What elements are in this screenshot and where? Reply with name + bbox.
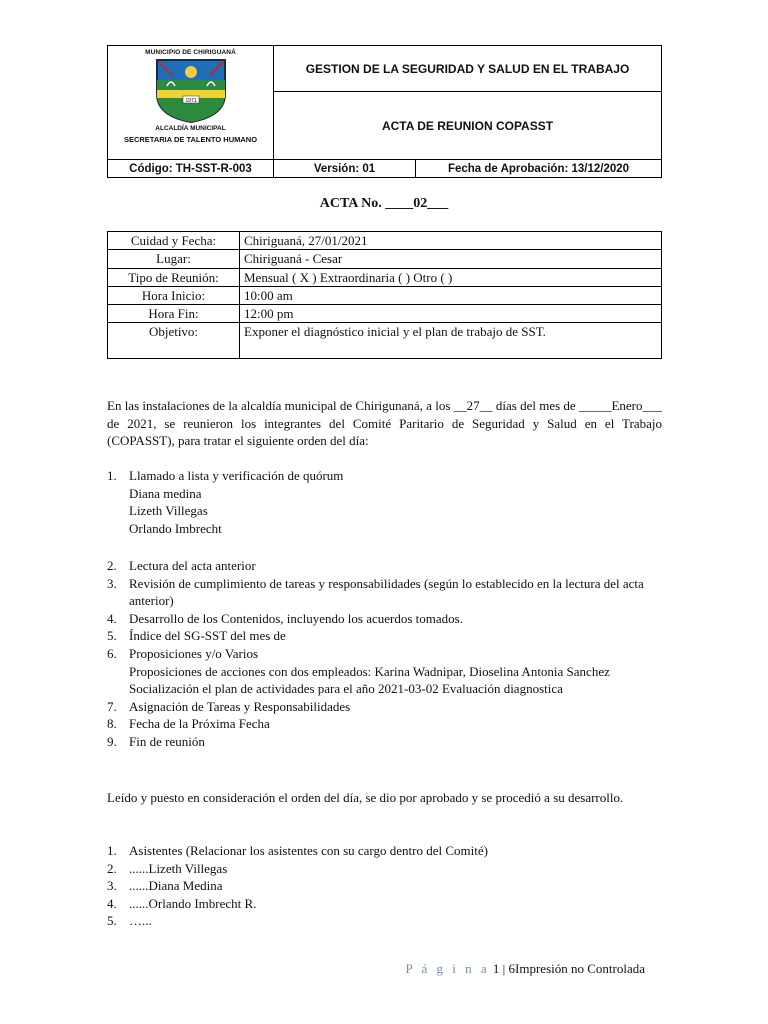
list-number: 6. (107, 645, 117, 661)
header-table (107, 45, 662, 178)
info-row (108, 305, 662, 323)
approval-paragraph: Leído y puesto en consideración el orden del día, se dio por aprobado y se procedió a su desarrollo. (107, 790, 624, 805)
agenda-list-continued (107, 557, 662, 751)
list-item (107, 557, 662, 575)
info-row (108, 323, 662, 359)
list-text: Desarrollo de los Contenidos, incluyendo los acuerdos tomados. (129, 610, 463, 626)
list-item (107, 575, 662, 610)
list-number: 2. (107, 558, 117, 573)
info-row (108, 268, 662, 286)
info-value: 10:00 am (240, 286, 662, 304)
document-subtitle: ACTA DE REUNION COPASST (274, 92, 662, 160)
list-number: 8. (107, 716, 117, 732)
department-name: SECRETARIA DE TALENTO HUMANO (123, 135, 258, 144)
meeting-info-table (107, 231, 662, 359)
list-item (107, 645, 662, 663)
list-item (107, 842, 662, 860)
list-text: …... (129, 913, 152, 929)
info-key: Cuidad y Fecha: (108, 232, 240, 250)
acta-number: ACTA No. ____02___ (319, 196, 449, 211)
agenda-sub-item: Socialización el plan de actividades para el año 2021-03-02 Evaluación diagnostica (129, 681, 563, 697)
list-number: 3. (107, 575, 117, 591)
info-key: Objetivo: (108, 323, 240, 359)
list-text: Llamado a lista y verificación de quórum (129, 468, 344, 483)
list-text: Asignación de Tareas y Responsabilidades (129, 698, 351, 714)
intro-paragraph: En las instalaciones de la alcaldía municipal de Chirigunaná, a los __27__ días del mes de _____Enero___ de 2021, se reunieron los integrantes del Comité Paritario de Seguridad y Salud en el Trabajo (COPASST), para tratar el siguiente orden del día: (107, 398, 662, 449)
approval-date: Fecha de Aprobación: 13/12/2020 (416, 160, 662, 178)
page-info: 1 | 6Impresión no Controlada (489, 961, 645, 976)
list-text: Fin de reunión (129, 733, 205, 749)
list-number: 4. (107, 895, 117, 911)
quorum-name: Lizeth Villegas (129, 503, 208, 519)
info-value: Mensual ( X ) Extraordinaria ( ) Otro ( ) (240, 268, 662, 286)
list-text: Proposiciones y/o Varios (129, 645, 259, 661)
info-key: Hora Fin: (108, 305, 240, 323)
list-text: Revisión de cumplimiento de tareas y responsabilidades (según lo establecido en la lectura del acta anterior) (129, 575, 644, 609)
list-number: 4. (107, 610, 117, 626)
attendees-list (107, 842, 662, 930)
list-text: Lectura del acta anterior (129, 558, 256, 573)
list-number: 5. (107, 913, 117, 929)
list-item (107, 715, 662, 733)
quorum-name: Orlando Imbrecht (129, 520, 222, 536)
info-key: Tipo de Reunión: (108, 268, 240, 286)
list-item (107, 733, 662, 751)
info-value: Chiriguaná, 27/01/2021 (240, 232, 662, 250)
list-item (107, 877, 662, 895)
info-row (108, 250, 662, 268)
list-number: 7. (107, 698, 117, 714)
list-number: 3. (107, 878, 117, 894)
list-number: 1. (107, 468, 117, 483)
logo-cell (108, 46, 274, 160)
list-text: ......Lizeth Villegas (129, 860, 228, 876)
document-version: Versión: 01 (274, 160, 416, 178)
list-number: 1. (107, 843, 117, 858)
info-value: Chiriguaná - Cesar (240, 250, 662, 268)
list-item (107, 467, 662, 485)
municipality-name: MUNICIPIO DE CHIRIGUANÁ (145, 49, 236, 56)
list-text: ......Diana Medina (129, 878, 223, 894)
info-row (108, 232, 662, 250)
info-value: Exponer el diagnóstico inicial y el plan de trabajo de SST. (240, 323, 662, 359)
document-title: GESTION DE LA SEGURIDAD Y SALUD EN EL TRABAJO (274, 46, 662, 92)
page-footer (406, 961, 645, 977)
info-row (108, 286, 662, 304)
list-item (107, 895, 662, 913)
list-number: 9. (107, 733, 117, 749)
list-item (107, 912, 662, 930)
list-text: ......Orlando Imbrecht R. (129, 895, 257, 911)
agenda-list (107, 467, 662, 537)
list-item (107, 627, 662, 645)
list-item (107, 698, 662, 716)
agenda-sub-item: Proposiciones de acciones con dos empleados: Karina Wadnipar, Dioselina Antonia Sanchez (129, 663, 610, 679)
list-item (107, 860, 662, 878)
quorum-name: Diana medina (129, 485, 202, 501)
info-key: Hora Inicio: (108, 286, 240, 304)
logo-caption: ALCALDÍA MUNICIPAL (155, 125, 226, 132)
list-number: 5. (107, 628, 117, 644)
page-label: P á g i n a (405, 961, 490, 976)
list-item (107, 610, 662, 628)
svg-text:1971: 1971 (184, 98, 197, 104)
list-text: Asistentes (Relacionar los asistentes con su cargo dentro del Comité) (129, 843, 488, 858)
municipal-shield-logo (153, 56, 229, 124)
info-key: Lugar: (108, 250, 240, 268)
document-code: Código: TH-SST-R-003 (108, 160, 274, 178)
list-text: Índice del SG-SST del mes de (129, 628, 286, 644)
list-text: Fecha de la Próxima Fecha (129, 716, 270, 732)
list-number: 2. (107, 860, 117, 876)
info-value: 12:00 pm (240, 305, 662, 323)
